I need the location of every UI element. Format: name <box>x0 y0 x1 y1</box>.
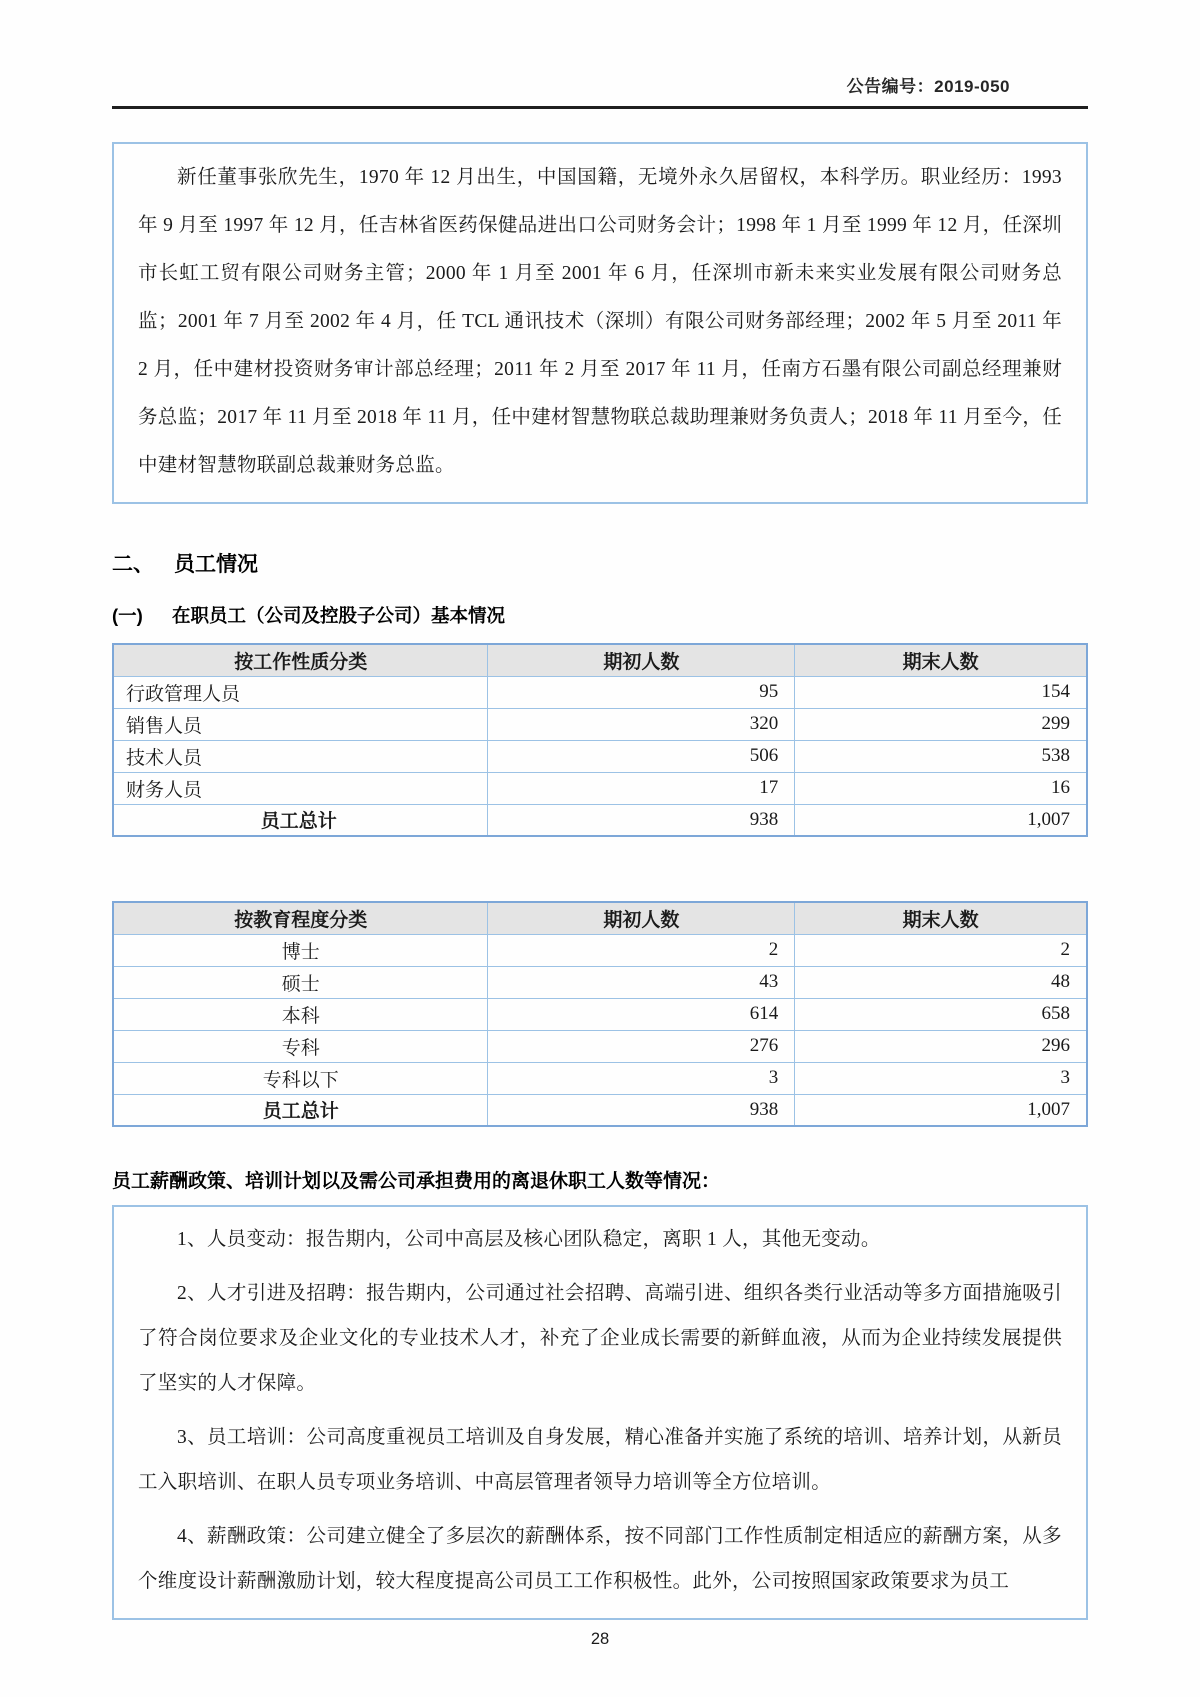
column-header: 期初人数 <box>488 902 795 934</box>
header-rule <box>112 106 1088 109</box>
end-count-cell: 299 <box>795 708 1087 740</box>
table-row <box>113 966 1087 998</box>
table-total-row <box>113 804 1087 836</box>
end-count-cell: 48 <box>795 966 1087 998</box>
begin-count-cell: 506 <box>488 740 795 772</box>
total-label-cell: 员工总计 <box>113 1094 488 1126</box>
table-by-education <box>112 901 1088 1127</box>
end-count-cell: 296 <box>795 1030 1087 1062</box>
end-count-cell: 658 <box>795 998 1087 1030</box>
doc-number: 公告编号：2019-050 <box>846 77 1010 96</box>
subsection-number: (一) <box>112 605 143 626</box>
director-bio-text: 新任董事张欣先生，1970 年 12 月出生，中国国籍，无境外永久居留权，本科学历。职业经历：1993 年 9 月至 1997 年 12 月，任吉林省医药保健品进出口公司财务会计；1998 年 1 月至 1999 年 12 月，任深圳市长虹工贸有限公司财务主管；2000 年 1 月至 2001 年 6 月，任深圳市新未来实业发展有限公司财务总监；2001 年 7 月至 2002 年 4 月，任 TCL 通讯技术（深圳）有限公司财务部经理；2002 年 5 月至 2011 年 2 月，任中建材投资财务审计部总经理；2011 年 2 月至 2017 年 11 月，任南方石墨有限公司副总经理兼财务总监；2017 年 11 月至 2018 年 11 月，任中建材智慧物联总裁助理兼财务负责人；2018 年 11 月至今，任中建材智慧物联副总裁兼财务总监。 <box>138 167 1062 476</box>
column-header: 期初人数 <box>488 644 795 676</box>
begin-count-cell: 614 <box>488 998 795 1030</box>
end-count-cell: 154 <box>795 676 1087 708</box>
policy-paragraph-recruitment: 2、人才引进及招聘：报告期内，公司通过社会招聘、高端引进、组织各类行业活动等多方面措施吸引了符合岗位要求及企业文化的专业技术人才，补充了企业成长需要的新鲜血液，从而为企业持续发展提供了坚实的人才保障。 <box>138 1283 1062 1394</box>
table-row <box>113 708 1087 740</box>
subsection-title: 在职员工（公司及控股子公司）基本情况 <box>172 605 506 626</box>
category-cell: 本科 <box>113 998 488 1030</box>
category-cell: 专科以下 <box>113 1062 488 1094</box>
category-cell: 财务人员 <box>113 772 488 804</box>
begin-count-cell: 43 <box>488 966 795 998</box>
total-label-cell: 员工总计 <box>113 804 488 836</box>
page-number: 28 <box>590 1630 610 1648</box>
table-row <box>113 1030 1087 1062</box>
table-total-row <box>113 1094 1087 1126</box>
column-header: 期末人数 <box>795 644 1087 676</box>
section-number: 二、 <box>112 553 154 576</box>
begin-count-cell: 17 <box>488 772 795 804</box>
end-count-cell: 3 <box>795 1062 1087 1094</box>
salary-policy-heading: 员工薪酬政策、培训计划以及需公司承担费用的离退休职工人数等情况： <box>112 1171 721 1192</box>
table-by-job-type <box>112 643 1088 837</box>
begin-total-cell: 938 <box>488 1094 795 1126</box>
section-heading-employees <box>112 548 1088 578</box>
column-header: 期末人数 <box>795 902 1087 934</box>
table-row <box>113 1062 1087 1094</box>
category-cell: 专科 <box>113 1030 488 1062</box>
category-cell: 硕士 <box>113 966 488 998</box>
table-header-row <box>113 902 1087 934</box>
table-row <box>113 676 1087 708</box>
begin-count-cell: 276 <box>488 1030 795 1062</box>
table-row <box>113 934 1087 966</box>
table-row <box>113 740 1087 772</box>
category-cell: 行政管理人员 <box>113 676 488 708</box>
category-cell: 销售人员 <box>113 708 488 740</box>
begin-count-cell: 320 <box>488 708 795 740</box>
subsection-heading-active-employees <box>112 602 1088 628</box>
category-cell: 博士 <box>113 934 488 966</box>
page-content <box>112 0 1088 1649</box>
begin-total-cell: 938 <box>488 804 795 836</box>
column-header: 按教育程度分类 <box>113 902 488 934</box>
end-count-cell: 16 <box>795 772 1087 804</box>
end-total-cell: 1,007 <box>795 804 1087 836</box>
end-count-cell: 538 <box>795 740 1087 772</box>
table-header-row <box>113 644 1087 676</box>
section-title: 员工情况 <box>174 553 258 576</box>
end-count-cell: 2 <box>795 934 1087 966</box>
policy-paragraph-compensation: 4、薪酬政策：公司建立健全了多层次的薪酬体系，按不同部门工作性质制定相适应的薪酬方案，从多个维度设计薪酬激励计划，较大程度提高公司员工工作积极性。此外，公司按照国家政策要求为员工 <box>138 1526 1062 1592</box>
column-header: 按工作性质分类 <box>113 644 488 676</box>
policy-box <box>112 1205 1088 1620</box>
policy-paragraph-personnel-change: 1、人员变动：报告期内，公司中高层及核心团队稳定，离职 1 人，其他无变动。 <box>177 1229 881 1250</box>
begin-count-cell: 3 <box>488 1062 795 1094</box>
begin-count-cell: 95 <box>488 676 795 708</box>
category-cell: 技术人员 <box>113 740 488 772</box>
table-row <box>113 998 1087 1030</box>
table-row <box>113 772 1087 804</box>
policy-paragraph-training: 3、员工培训：公司高度重视员工培训及自身发展，精心准备并实施了系统的培训、培养计划，从新员工入职培训、在职人员专项业务培训、中高层管理者领导力培训等全方位培训。 <box>138 1427 1062 1493</box>
begin-count-cell: 2 <box>488 934 795 966</box>
director-bio-box <box>112 142 1088 504</box>
end-total-cell: 1,007 <box>795 1094 1087 1126</box>
